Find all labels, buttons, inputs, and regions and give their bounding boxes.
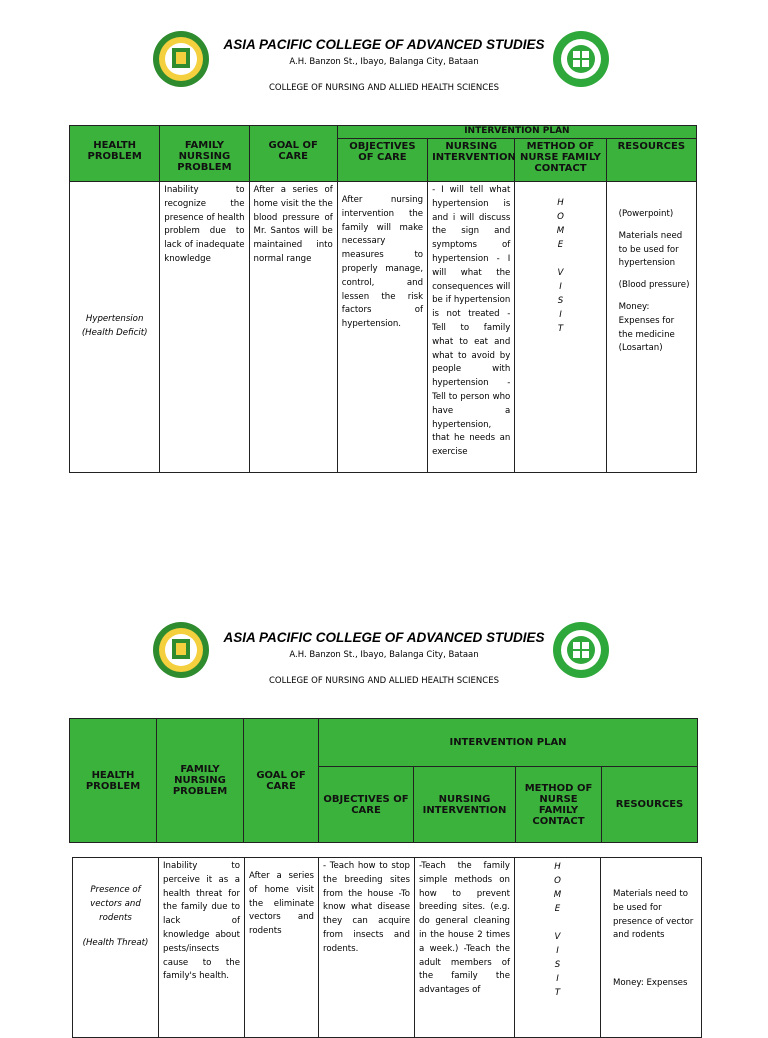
method-letter: M <box>553 890 562 900</box>
resource-item: Materials need to be used for presence of vector and rodents <box>613 889 694 941</box>
col-health-problem: HEALTH PROBLEM <box>70 719 157 843</box>
resource-item: (Powerpoint) <box>618 209 674 219</box>
college-department: COLLEGE OF NURSING AND ALLIED HEALTH SCIENCES <box>269 83 499 93</box>
method-letter: T <box>557 324 564 334</box>
cell-objectives-of-care: After nursing intervention the family will make necessary measures to properly manage, control, and lessen the risk factors of hypertension. <box>337 182 427 473</box>
method-letter: I <box>559 282 562 292</box>
care-plan-table-1 <box>69 125 697 473</box>
method-letter: H <box>554 862 561 872</box>
method-letter: V <box>557 268 564 278</box>
health-problem-type: (Health Threat) <box>82 938 149 949</box>
cell-family-nursing-problem: Inability to perceive it as a health threat for the family due to lack of knowledge about pests/insects cause to the family's health. <box>159 858 245 1038</box>
col-resources: RESOURCES <box>606 139 696 182</box>
cell-goal-of-care: After a series of home visit the eliminate vectors and rodents <box>245 858 319 1038</box>
method-letter: M <box>556 226 565 236</box>
method-letter: E <box>554 904 561 914</box>
col-nursing-intervention: NURSING INTERVENTION <box>428 139 515 182</box>
health-problem-name: Presence of vectors and rodents <box>90 885 141 923</box>
col-goal-of-care: GOAL OF CARE <box>249 126 337 182</box>
resource-item: (Blood pressure) <box>618 280 690 291</box>
col-resources: RESOURCES <box>602 767 698 843</box>
resource-item: Money: Expenses <box>613 978 688 989</box>
method-letter: I <box>559 310 562 320</box>
col-method: METHOD OF NURSE FAMILY CONTACT <box>516 767 602 843</box>
cell-resources <box>606 182 696 473</box>
cell-family-nursing-problem: Inability to recognize the presence of health problem due to lack of inadequate knowledge <box>160 182 249 473</box>
cell-resources <box>601 858 702 1038</box>
college-address: A.H. Banzon St., Ibayo, Balanga City, Bataan <box>289 650 479 660</box>
method-letter: O <box>554 876 561 886</box>
col-goal-of-care: GOAL OF CARE <box>244 719 319 843</box>
cell-health-problem: Hypertension (Health Deficit) <box>70 182 160 473</box>
cell-health-problem <box>73 858 159 1038</box>
care-plan-table-2-body <box>72 857 702 1038</box>
method-letter: E <box>557 240 564 250</box>
resource-item: Materials need to be used for hypertension <box>618 230 683 269</box>
resource-item: Money: Expenses for the medicine (Losartan) <box>618 301 675 354</box>
college-department: COLLEGE OF NURSING AND ALLIED HEALTH SCIENCES <box>269 676 499 686</box>
method-letter: I <box>556 946 559 956</box>
method-letter: T <box>554 988 561 998</box>
page-header-2 <box>0 617 768 697</box>
method-letter: S <box>554 960 561 970</box>
col-family-nursing-problem: FAMILY NURSING PROBLEM <box>157 719 244 843</box>
cell-goal-of-care: After a series of home visit the the blood pressure of Mr. Santos will be maintained into normal range <box>249 182 337 473</box>
method-letter <box>519 252 601 266</box>
cell-method-home-visit <box>515 182 606 473</box>
college-title: ASIA PACIFIC COLLEGE OF ADVANCED STUDIES <box>223 37 545 52</box>
method-letter: I <box>556 974 559 984</box>
method-letter <box>519 916 596 930</box>
cell-nursing-intervention: -Teach the family simple methods on how to prevent breeding sites. (e.g. do general cleaning in the house 2 times a week.) -Teach the adult members of the family the advantages of <box>415 858 515 1038</box>
method-letter: H <box>557 198 564 208</box>
method-letter: O <box>557 212 564 222</box>
col-method: METHOD OF NURSE FAMILY CONTACT <box>515 139 606 182</box>
col-objectives-of-care: OBJECTIVES OF CARE <box>337 139 427 182</box>
col-intervention-plan: INTERVENTION PLAN <box>337 126 696 139</box>
col-health-problem: HEALTH PROBLEM <box>70 126 160 182</box>
cell-method-home-visit <box>515 858 601 1038</box>
method-letter: S <box>557 296 564 306</box>
cell-objectives-of-care: - Teach how to stop the breeding sites from the house -To know what disease they can acquire from insects and rodents. <box>319 858 415 1038</box>
col-intervention-plan: INTERVENTION PLAN <box>319 719 698 767</box>
col-family-nursing-problem: FAMILY NURSING PROBLEM <box>160 126 249 182</box>
college-title: ASIA PACIFIC COLLEGE OF ADVANCED STUDIES <box>223 630 545 645</box>
care-plan-table-2-header <box>69 718 698 843</box>
page-header-1 <box>0 26 768 106</box>
method-letter: V <box>554 932 561 942</box>
col-objectives-of-care: OBJECTIVES OF CARE <box>319 767 414 843</box>
cell-nursing-intervention: - I will tell what hypertension is and i will discuss the sign and symptoms of hypertension - I will what the consequences will be if hypertension is not treated - Tell to family what to eat and what to avoid by people with hypertension - Tell to person who have a hypertension, that he needs an exercise <box>428 182 515 473</box>
col-nursing-intervention: NURSING INTERVENTION <box>414 767 516 843</box>
college-address: A.H. Banzon St., Ibayo, Balanga City, Bataan <box>289 57 479 67</box>
